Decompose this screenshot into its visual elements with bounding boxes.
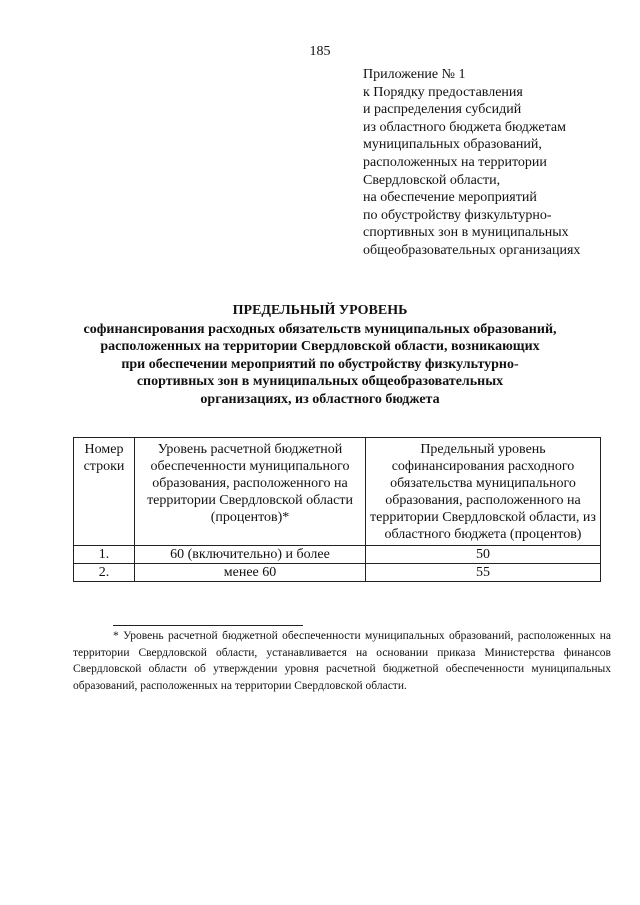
title-line: софинансирования расходных обязательств муниципальных образований, — [83, 321, 557, 337]
row-budget-level: 60 (включительно) и более — [135, 546, 366, 564]
row-number: 1. — [74, 546, 135, 564]
appendix-line: спортивных зон в муниципальных — [363, 225, 569, 241]
appendix-line: и распределения субсидий — [363, 102, 522, 118]
table-row — [74, 564, 601, 582]
title-main: ПРЕДЕЛЬНЫЙ УРОВЕНЬ — [232, 303, 408, 318]
appendix-line: общеобразовательных организациях — [363, 242, 581, 258]
page-number: 185 — [309, 44, 331, 59]
title-line: при обеспечении мероприятий по обустройству физкультурно- — [121, 356, 519, 372]
appendix-line: Приложение № 1 — [363, 67, 466, 82]
footnote: * Уровень расчетной бюджетной обеспеченности муниципальных образований, расположенных на территории Свердловской области, устанавливается на основании приказа Министерства финансов Свердловской области об утверждении уровня расчетной бюджетной обеспеченности муниципальных образований, расположенных на территории Свердловской области. — [73, 630, 611, 692]
appendix-line: расположенных на территории — [363, 154, 547, 170]
row-number: 2. — [74, 564, 135, 582]
header-budget-level: Уровень расчетной бюджетной обеспеченности муниципального образования, расположенного на территории Свердловской области (процентов)* — [135, 438, 366, 546]
appendix-line: к Порядку предоставления — [363, 84, 523, 100]
appendix-line: Свердловской области, — [363, 172, 501, 188]
row-budget-level: менее 60 — [135, 564, 366, 582]
appendix-line: на обеспечение мероприятий — [363, 190, 537, 206]
appendix-line: по обустройству физкультурно- — [363, 207, 552, 223]
appendix-header — [363, 66, 623, 260]
header-row-number: Номер строки — [74, 438, 135, 546]
row-limit-level: 50 — [366, 546, 601, 564]
title-line: спортивных зон в муниципальных общеобразовательных — [136, 374, 504, 389]
footnote-divider — [113, 625, 303, 626]
appendix-line: муниципальных образований, — [363, 137, 542, 153]
header-limit-level: Предельный уровень софинансирования расходного обязательства муниципального образования, расположенного на территории Свердловской области, из областного бюджета (процентов) — [366, 438, 601, 546]
title-line: организациях, из областного бюджета — [200, 391, 440, 407]
title-line: расположенных на территории Свердловской области, возникающих — [100, 339, 540, 354]
cofinancing-table — [73, 437, 601, 582]
table-row — [74, 546, 601, 564]
row-limit-level: 55 — [366, 564, 601, 582]
appendix-line: из областного бюджета бюджетам — [363, 119, 566, 135]
document-title — [60, 302, 580, 408]
table-header-row — [74, 438, 601, 546]
